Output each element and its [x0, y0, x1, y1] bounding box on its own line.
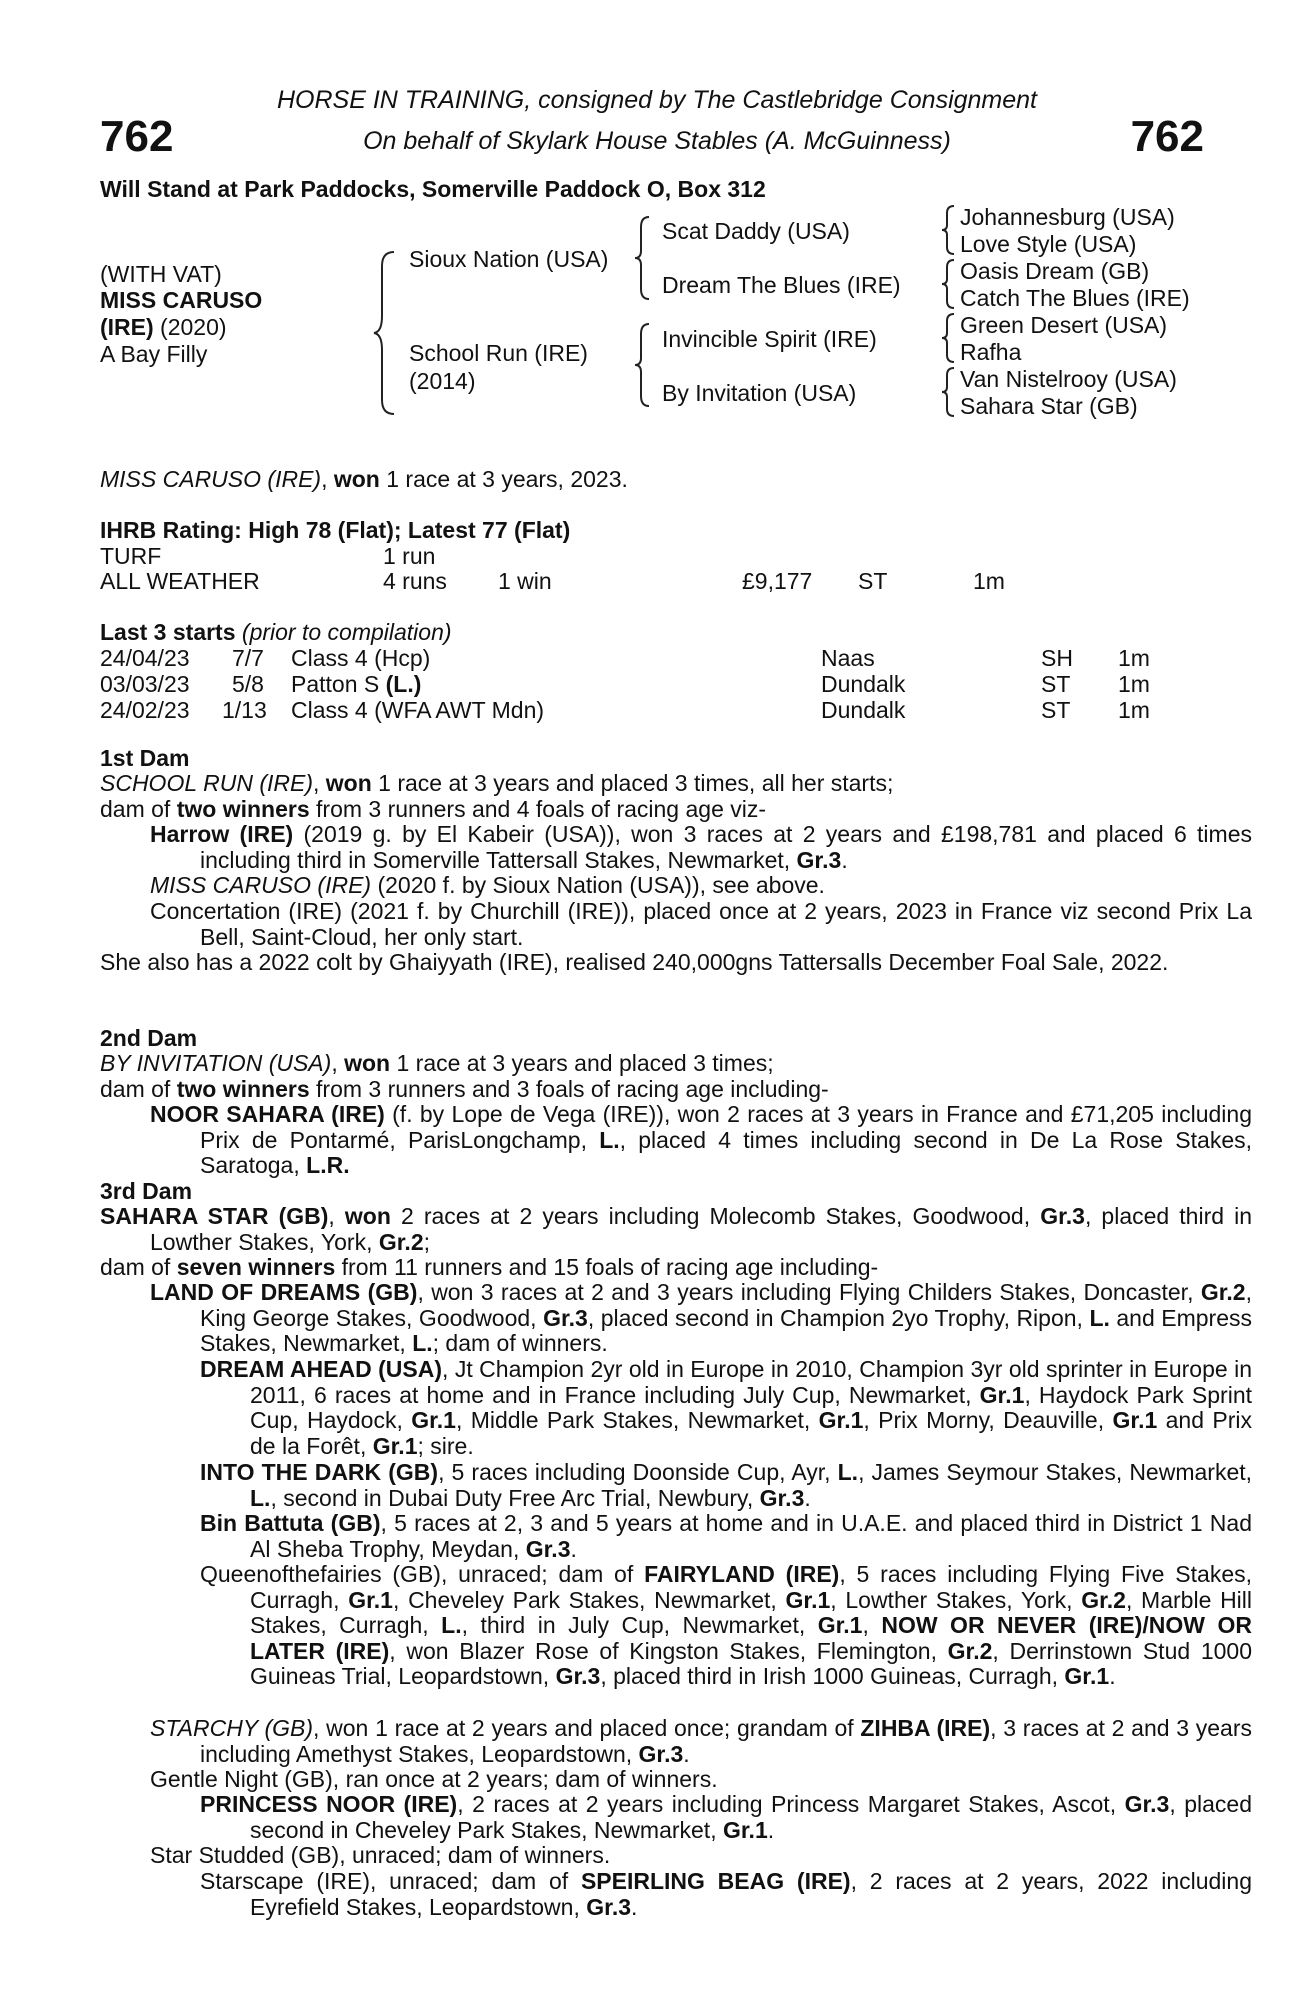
- dam-dam-sire: Van Nistelrooy (USA): [960, 366, 1177, 392]
- start-course: Dundalk: [821, 671, 906, 697]
- sire-sire-dam: Love Style (USA): [960, 231, 1137, 257]
- horse-name: MISS CARUSO: [100, 287, 263, 313]
- brace-ss: [940, 204, 958, 256]
- produce-gentle-night: Gentle Night (GB), ran once at 2 years; dam of winners.: [150, 1766, 718, 1792]
- produce-note: She also has a 2022 colt by Ghaiyyath (IRE), realised 240,000gns Tattersalls December Foal Sale, 2022.: [100, 949, 1169, 975]
- start-date: 03/03/23: [100, 671, 190, 697]
- produce-harrow: Harrow (IRE) (2019 g. by El Kabeir (USA)), won 3 races at 2 years and £198,781 and placed 6 times including third in Somerville Tattersall Stakes, Newmarket, Gr.3.: [150, 821, 1252, 873]
- horse-name-suffix: [100, 314, 227, 340]
- vat-note: (WITH VAT): [100, 261, 222, 287]
- summary-won: won: [333, 466, 380, 492]
- rating-runs: 4 runs: [383, 568, 447, 594]
- brace-sire-parents: [633, 215, 653, 301]
- produce-into-the-dark: INTO THE DARK (GB), 5 races including Doonside Cup, Ayr, L., James Seymour Stakes, Newmarket, L., second in Dubai Duty Free Arc Trial, Newbury, Gr.3.: [200, 1459, 1253, 1511]
- lot-number-right: 762: [1130, 112, 1204, 161]
- produce-starscape: Starscape (IRE), unraced; dam of SPEIRLING BEAG (IRE), 2 races at 2 years, 2022 including Eyrefield Stakes, Leopardstown, Gr.3.: [200, 1868, 1253, 1920]
- start-date: 24/04/23: [100, 645, 190, 671]
- rating-row-aw: [100, 568, 1200, 594]
- start-distance: 1m: [1118, 671, 1150, 697]
- start-position: 5/8: [232, 671, 264, 697]
- second-dam-record: BY INVITATION (USA), won 1 race at 3 years and placed 3 times;: [100, 1050, 774, 1076]
- start-race: Class 4 (Hcp): [291, 645, 431, 671]
- start-row: [100, 697, 1200, 723]
- produce-dream-ahead: DREAM AHEAD (USA), Jt Champion 2yr old in Europe in 2010, Champion 3yr old sprinter in Europe in 2011, 6 races at home and in France including July Cup, Newmarket, Gr.1, Haydock Park Sprint Cup, Haydock, Gr.1, Middle Park Stakes, Newmarket, Gr.1, Prix Morny, Deauville, Gr.1 and Prix de la Forêt, Gr.1; sire.: [200, 1356, 1252, 1459]
- rating-heading: IHRB Rating: High 78 (Flat); Latest 77 (Flat): [100, 517, 571, 543]
- stand-location: Will Stand at Park Paddocks, Somerville Paddock O, Box 312: [100, 176, 766, 202]
- sire: Sioux Nation (USA): [409, 246, 609, 272]
- start-row: [100, 671, 1200, 697]
- start-course: Naas: [821, 645, 875, 671]
- produce-miss-caruso: MISS CARUSO (IRE) (2020 f. by Sioux Nation (USA)), see above.: [150, 872, 825, 898]
- brace-dd: [940, 366, 958, 418]
- rating-going: ST: [858, 568, 888, 594]
- start-course: Dundalk: [821, 697, 906, 723]
- sire-sire: Scat Daddy (USA): [662, 218, 850, 244]
- rating-row-turf: [100, 543, 1200, 569]
- second-dam-produce: dam of two winners from 3 runners and 3 foals of racing age including-: [100, 1076, 829, 1102]
- start-going: SH: [1041, 645, 1073, 671]
- horse-year: (2020): [153, 314, 227, 340]
- start-distance: 1m: [1118, 645, 1150, 671]
- start-race: Patton S (L.): [291, 671, 422, 697]
- start-position: 1/13: [222, 697, 267, 723]
- behalf-line: On behalf of Skylark House Stables (A. McGuinness): [363, 127, 951, 155]
- third-dam-record: SAHARA STAR (GB), won 2 races at 2 years including Molecomb Stakes, Goodwood, Gr.3, placed third in Lowther Stakes, York, Gr.2;: [100, 1203, 1253, 1255]
- start-going: ST: [1041, 697, 1071, 723]
- dam-dam-dam: Sahara Star (GB): [960, 393, 1138, 419]
- start-position: 7/7: [232, 645, 264, 671]
- dam-sire-sire: Green Desert (USA): [960, 312, 1168, 338]
- dam-sire: Invincible Spirit (IRE): [662, 326, 877, 352]
- brace-sire-dam: [372, 250, 402, 416]
- start-row: [100, 645, 1200, 671]
- summary-horse-name: MISS CARUSO (IRE): [100, 466, 322, 492]
- lot-number-left: 762: [100, 112, 174, 161]
- sire-dam: Dream The Blues (IRE): [662, 272, 901, 298]
- produce-land-of-dreams: LAND OF DREAMS (GB), won 3 races at 2 and 3 years including Flying Childers Stakes, Doncaster, Gr.2, King George Stakes, Goodwood, Gr.3, placed second in Champion 2yo Trophy, Ripon, L. and Empress Stakes, Newmarket, L.; dam of winners.: [150, 1279, 1252, 1357]
- brace-ds: [940, 312, 958, 364]
- first-dam-heading: 1st Dam: [100, 745, 190, 771]
- rating-surface: TURF: [100, 543, 162, 569]
- first-dam-produce: dam of two winners from 3 runners and 4 foals of racing age viz-: [100, 796, 767, 822]
- sire-dam-sire: Oasis Dream (GB): [960, 258, 1150, 284]
- produce-queenofthefairies: Queenofthefairies (GB), unraced; dam of FAIRYLAND (IRE), 5 races including Flying Five Stakes, Curragh, Gr.1, Cheveley Park Stakes, Newmarket, Gr.1, Lowther Stakes, York, Gr.2, Marble Hill Stakes, Curragh, L., third in July Cup, Newmarket, Gr.1, NOW OR NEVER (IRE)/NOW OR LATER (IRE), won Blazer Rose of Kingston Stakes, Flemington, Gr.2, Derrinstown Stud 1000 Guineas Trial, Leopardstown, Gr.3, placed third in Irish 1000 Guineas, Curragh, Gr.1.: [200, 1561, 1253, 1690]
- start-going: ST: [1041, 671, 1071, 697]
- brace-dam-parents: [633, 322, 653, 408]
- brace-sd: [940, 258, 958, 310]
- horse-description: A Bay Filly: [100, 341, 208, 367]
- third-dam-produce: dam of seven winners from 11 runners and 15 foals of racing age including-: [100, 1254, 879, 1280]
- rating-distance: 1m: [973, 568, 1005, 594]
- produce-starchy: STARCHY (GB), won 1 race at 2 years and placed once; grandam of ZIHBA (IRE), 3 races at 2 and 3 years including Amethyst Stakes, Leopardstown, Gr.3.: [150, 1715, 1252, 1767]
- produce-concertation: Concertation (IRE) (2021 f. by Churchill (IRE)), placed once at 2 years, 2023 in France viz second Prix La Bell, Saint-Cloud, her only start.: [150, 898, 1252, 950]
- third-dam-heading: 3rd Dam: [100, 1178, 193, 1204]
- dam-dam: By Invitation (USA): [662, 380, 857, 406]
- produce-star-studded: Star Studded (GB), unraced; dam of winners.: [150, 1842, 611, 1868]
- dam: School Run (IRE): [409, 340, 588, 366]
- last-starts-heading: Last 3 starts (prior to compilation): [100, 619, 452, 645]
- produce-noor-sahara: NOOR SAHARA (IRE) (f. by Lope de Vega (IRE)), won 2 races at 3 years in France and £71,205 including Prix de Pontarmé, ParisLongchamp, L., placed 4 times including second in De La Rose Stakes, Saratoga, L.R.: [150, 1101, 1253, 1179]
- first-dam-record: SCHOOL RUN (IRE), won 1 race at 3 years and placed 3 times, all her starts;: [100, 770, 894, 796]
- rating-prize: £9,177: [742, 568, 813, 594]
- produce-bin-battuta: Bin Battuta (GB), 5 races at 2, 3 and 5 years at home and in U.A.E. and placed third in District 1 Nad Al Sheba Trophy, Meydan, Gr.3.: [200, 1510, 1252, 1562]
- start-race: Class 4 (WFA AWT Mdn): [291, 697, 545, 723]
- start-distance: 1m: [1118, 697, 1150, 723]
- dam-year: (2014): [409, 368, 476, 394]
- dam-sire-dam: Rafha: [960, 339, 1022, 365]
- produce-princess-noor: PRINCESS NOOR (IRE), 2 races at 2 years including Princess Margaret Stakes, Ascot, Gr.3, placed second in Cheveley Park Stakes, Newmarket, Gr.1.: [200, 1791, 1252, 1843]
- horse-country: (IRE): [100, 314, 154, 340]
- race-summary: MISS CARUSO (IRE), won 1 race at 3 years, 2023.: [100, 466, 628, 492]
- second-dam-heading: 2nd Dam: [100, 1025, 198, 1051]
- rating-wins: 1 win: [498, 568, 552, 594]
- sire-sire-sire: Johannesburg (USA): [960, 204, 1175, 230]
- rating-runs: 1 run: [383, 543, 436, 569]
- sire-dam-dam: Catch The Blues (IRE): [960, 285, 1190, 311]
- start-date: 24/02/23: [100, 697, 190, 723]
- consignor-line: HORSE IN TRAINING, consigned by The Castlebridge Consignment: [276, 86, 1038, 114]
- summary-text: 1 race at 3 years, 2023.: [379, 466, 628, 492]
- rating-surface: ALL WEATHER: [100, 568, 260, 594]
